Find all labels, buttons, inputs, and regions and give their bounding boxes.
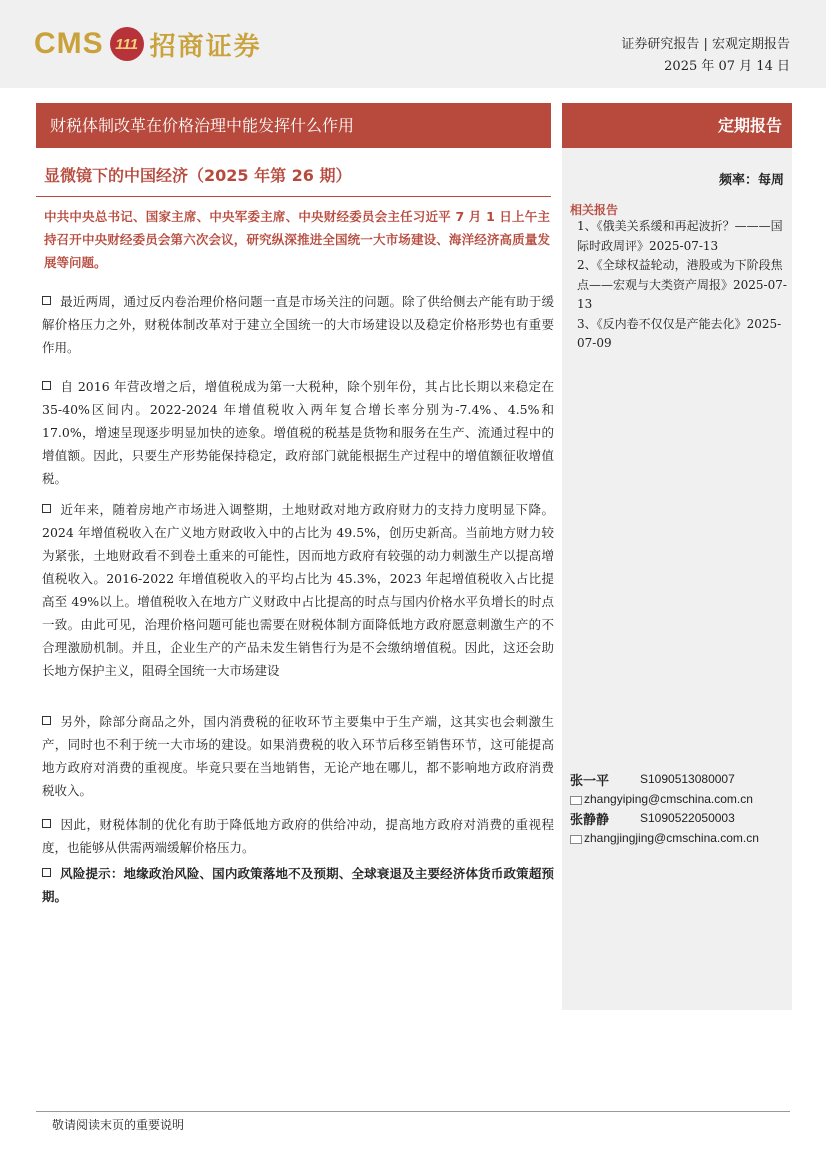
bullet-box-icon bbox=[42, 819, 51, 828]
frequency-label: 频率：每周 bbox=[718, 173, 784, 188]
footer-divider bbox=[36, 1111, 790, 1112]
bullet-box-icon bbox=[42, 381, 51, 390]
report-title: 财税体制改革在价格治理中能发挥什么作用 bbox=[36, 103, 551, 148]
bullet-paragraph bbox=[42, 498, 554, 682]
related-reports-list bbox=[577, 217, 787, 354]
email-icon bbox=[570, 835, 582, 844]
bullet-box-icon bbox=[42, 504, 51, 513]
related-report-item[interactable]: 2、《全球权益轮动，港股或为下阶段焦点——宏观与大类资产周报》2025-07-13 bbox=[577, 258, 787, 311]
email-icon bbox=[570, 796, 582, 805]
bullet-text: 另外，除部分商品之外，国内消费税的征收环节主要集中于生产端，这其实也会刺激生产，同时也不利于统一大市场的建设。如果消费税的收入环节后移至销售环节，这可能提高地方政府对消费的重视度。毕竟只要在当地销售，无论产地在哪儿，都不影响地方政府消费税收入。 bbox=[42, 714, 554, 798]
bullet-text: 近年来，随着房地产市场进入调整期，土地财政对地方政府财力的支持力度明显下降。2024 年增值税收入在广义地方财政收入中的占比为 49.5%，创历史新高。当前地方财力较为紧张，土地财政看不到卷土重来的可能性，因而地方政府有较强的动力刺激生产以提高增值税收入。2016-2022 年增值税收入的平均占比为 45.3%，2023 年起增值税收入占比提高至 49%以上。增值税收入在地方广义财政中占比提高的时点与国内价格水平负增长的时点一致。由此可见，治理价格问题可能也需要在财税体制方面降低地方政府愿意刺激生产的不合理激励机制。并且，企业生产的产品未发生销售行为是不会缴纳增值税。因此，这还会助长地方保护主义，阻碍全国统一大市场建设 bbox=[42, 502, 554, 678]
bullet-paragraph bbox=[42, 710, 554, 802]
report-date: 2025 年 07 月 14 日 bbox=[664, 59, 790, 74]
report-category-tag: 定期报告 bbox=[562, 103, 792, 148]
author-license-id: S1090522050003 bbox=[640, 811, 735, 825]
bullet-box-icon bbox=[42, 716, 51, 725]
related-reports-title: 相关报告 bbox=[570, 203, 619, 217]
bullet-paragraph bbox=[42, 813, 554, 859]
bullet-text: 自 2016 年营改增之后，增值税成为第一大税种，除个别年份，其占比长期以来稳定在 35-40%区间内。2022-2024 年增值税收入两年复合增长率分别为-7.4%、4.5%和 17.0%，增速呈现逐步明显加快的迹象。增值税的税基是货物和服务在生产、流通过程中的增值额。因此，只要生产形势能保持稳定，政府部门就能根据生产过程中的增值额征收增值税。 bbox=[42, 379, 554, 486]
related-report-item[interactable]: 3、《反内卷不仅仅是产能去化》2025-07-09 bbox=[577, 316, 782, 350]
risk-text: 风险提示：地缘政治风险、国内政策落地不及预期、全球衰退及主要经济体货币政策超预期。 bbox=[42, 866, 554, 904]
author-license-id: S1090513080007 bbox=[640, 772, 735, 786]
bullet-text: 最近两周，通过反内卷治理价格问题一直是市场关注的问题。除了供给侧去产能有助于缓解价格压力之外，财税体制改革对于建立全国统一的大市场建设以及稳定价格形势也有重要作用。 bbox=[42, 294, 554, 355]
bullet-paragraph bbox=[42, 375, 554, 490]
author-name: 张一平 bbox=[570, 774, 610, 789]
bullet-text: 因此，财税体制的优化有助于降低地方政府的供给冲动，提高地方政府对消费的重视程度，也能够从供需两端缓解价格压力。 bbox=[42, 817, 554, 855]
related-report-item[interactable]: 1、《俄美关系缓和再起波折？———国际时政周评》2025-07-13 bbox=[577, 219, 783, 253]
risk-warning bbox=[42, 862, 554, 908]
bullet-paragraph bbox=[42, 290, 554, 359]
author-email[interactable]: zhangjingjing@cmschina.com.cn bbox=[584, 831, 759, 845]
subtitle-divider bbox=[36, 196, 551, 197]
author-name: 张静静 bbox=[570, 813, 610, 828]
bullet-box-icon bbox=[42, 868, 51, 877]
logo-cms-text: CMS bbox=[34, 27, 104, 60]
lead-paragraph: 中共中央总书记、国家主席、中央军委主席、中央财经委员会主任习近平 7 月 1 日上午主持召开中央财经委员会第六次会议，研究纵深推进全国统一大市场建设、海洋经济高质量发展等问题。 bbox=[44, 209, 550, 270]
series-subtitle: 显微镜下的中国经济（2025 年第 26 期） bbox=[44, 166, 352, 185]
logo-chinese-name: 招商证券 bbox=[149, 31, 262, 62]
report-type: 证券研究报告 | 宏观定期报告 bbox=[621, 37, 790, 52]
bullet-box-icon bbox=[42, 296, 51, 305]
company-logo bbox=[34, 22, 262, 66]
author-email[interactable]: zhangyiping@cmschina.com.cn bbox=[584, 792, 753, 806]
logo-mark-icon: 111 bbox=[110, 27, 144, 61]
footer-disclaimer: 敬请阅读末页的重要说明 bbox=[52, 1118, 185, 1132]
